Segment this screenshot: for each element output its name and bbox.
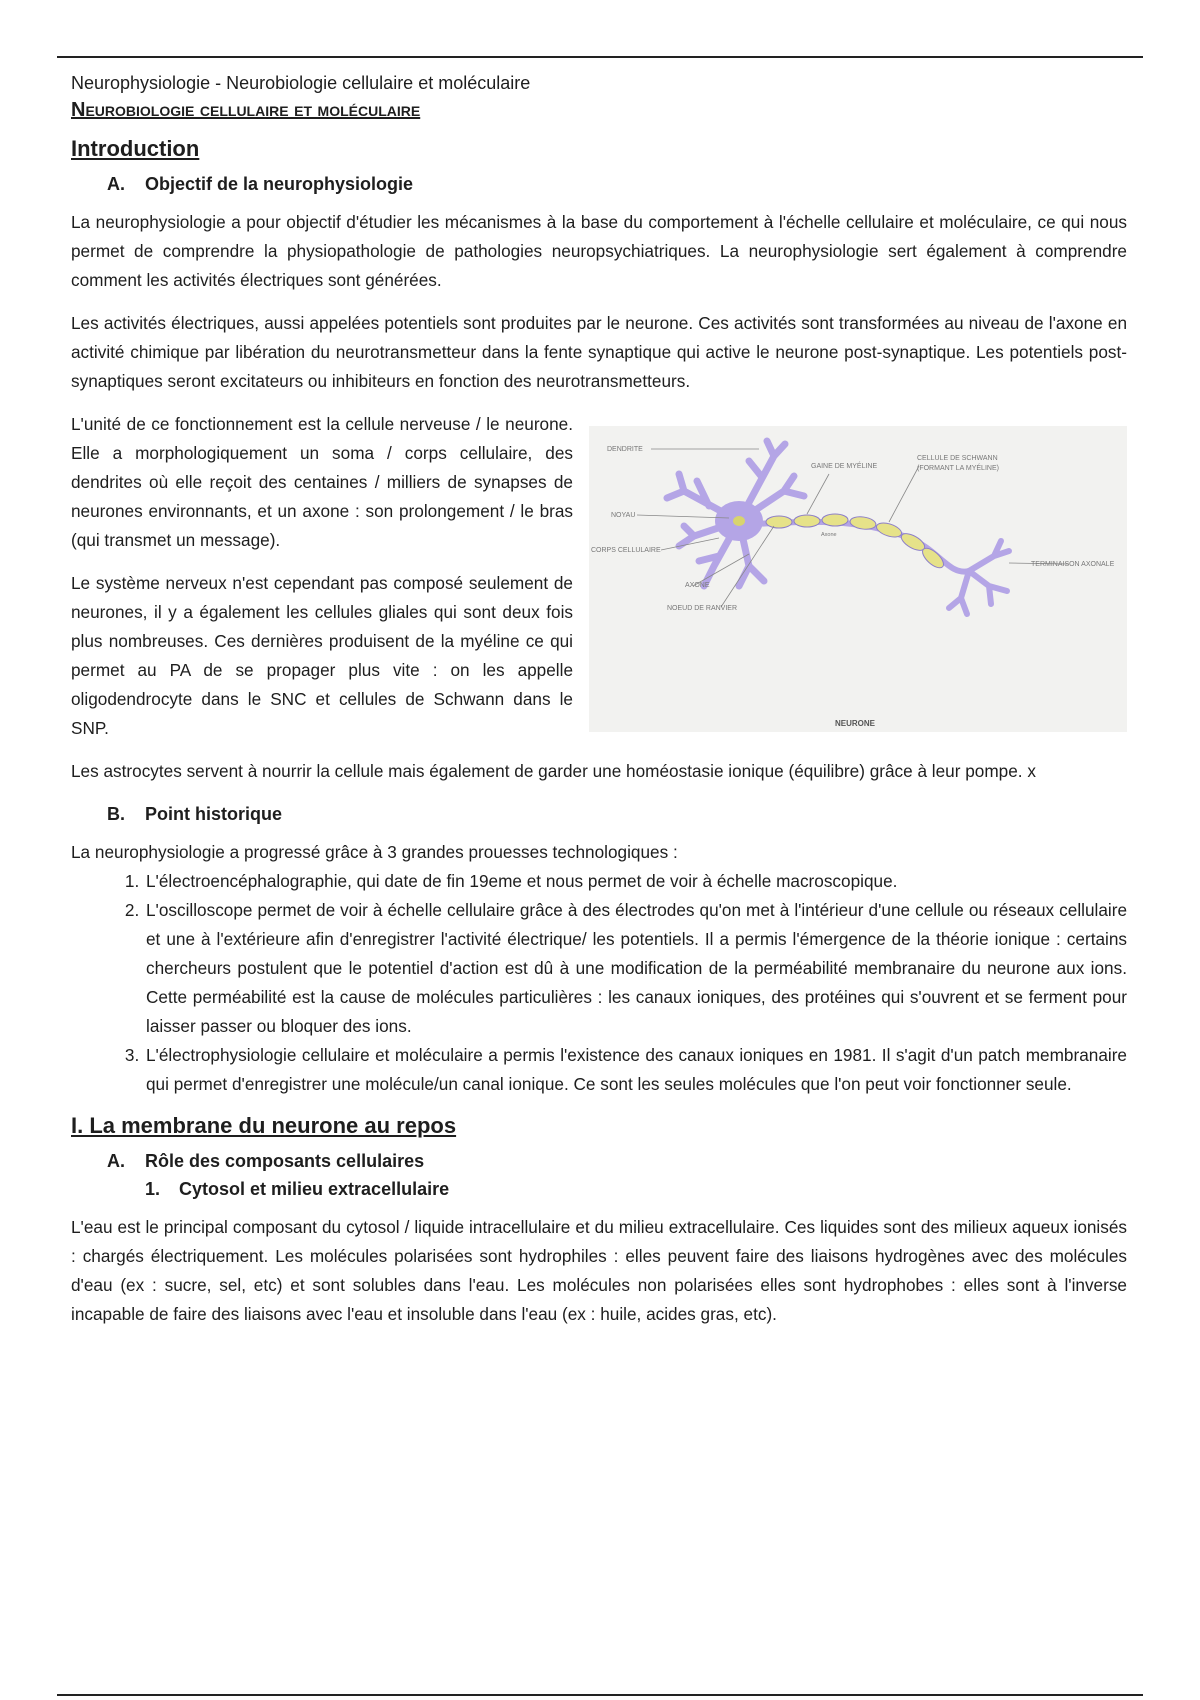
label-noyau: NOYAU (611, 512, 636, 519)
paragraph-objectif: La neurophysiologie a pour objectif d'étudier les mécanismes à la base du comportement à l'échelle cellulaire et moléculaire, ce qui nous permet de comprendre la physiopathologie de pathologies neuropsychiatriques. La neurophysiologie sert également à comprendre comment les activités électriques sont générées. (71, 212, 1127, 290)
label-axone: AXONE (685, 582, 710, 589)
label-terminaison: TERMINAISON AXONALE (1031, 561, 1115, 568)
subheading-label: A. (107, 1151, 125, 1171)
list-item: 1. L'électroencéphalographie, qui date de fin 19eme et nous permet de voir à échelle macroscopique. (144, 867, 1127, 896)
bottom-rule (57, 1694, 1143, 1696)
historique-lead: La neurophysiologie a progressé grâce à 3 grandes prouesses technologiques : (71, 842, 678, 862)
figure-title: NEURONE (835, 719, 876, 728)
label-schwann: CELLULE DE SCHWANN (917, 455, 998, 462)
intro-heading: Introduction (71, 136, 200, 161)
label-dendrite: DENDRITE (607, 446, 643, 453)
label-axone-small: Axone (821, 532, 837, 538)
label-corps-cellulaire: CORPS CELLULAIRE (591, 547, 661, 554)
subheading-label: A. (107, 174, 125, 194)
subheading-text: Cytosol et milieu extracellulaire (179, 1179, 450, 1199)
document-page (71, 70, 1127, 1343)
subheading-label: 1. (145, 1179, 161, 1199)
subheading-text: Point historique (145, 804, 282, 824)
list-item: 2. L'oscilloscope permet de voir à échelle cellulaire grâce à des électrodes qu'on met à l'intérieur d'une cellule ou réseaux cellulaire et une à l'extérieure afin d'enregistrer l'activité électrique/ les potentiels. Il a permis l'émergence de la théorie ionique : certains chercheurs postulent que le potentiel d'action est dû à une modification de la perméabilité membranaire du neurone aux ions. Cette perméabilité est la cause de molécules particulières : les canaux ioniques, des protéines qui s'ouvrent et se ferment pour laisser passer ou bloquer des ions. (144, 896, 1127, 1041)
list-item: 3. L'électrophysiologie cellulaire et moléculaire a permis l'existence des canaux ioniques en 1981. Il s'agit d'un patch membranaire qui permet d'enregistrer une molécule/un canal ionique. Ce sont les seules molécules que l'on peut voir fonctionner seule. (144, 1041, 1127, 1099)
nucleus (733, 516, 745, 526)
paragraph-activites: Les activités électriques, aussi appelées potentiels sont produites par le neurone. Ces activités sont transformées au niveau de l'axone en activité chimique par libération du neurotransmetteur dans la fente synaptique qui active le neurone post-synaptique. Les potentiels post-synaptiques seront excitateurs ou inhibiteurs en fonction des neurotransmetteurs. (71, 313, 1127, 391)
subheading-composants (71, 1147, 1127, 1175)
document-title: Neurobiologie cellulaire et moléculaire (71, 99, 421, 121)
label-gaine-myeline: GAINE DE MYÉLINE (811, 463, 878, 470)
subheading-text: Rôle des composants cellulaires (145, 1151, 425, 1171)
paragraph-systeme-nerveux: Le système nerveux n'est cependant pas composé seulement de neurones, il y a également les cellules gliales qui sont deux fois plus nombreuses. Ces dernières produisent de la myéline ce qui permet au PA de se propager plus vite : on les appelle oligodendrocyte dans le SNC et cellules de Schwann dans le SNP. (71, 573, 573, 738)
label-schwann-note: (FORMANT LA MYÉLINE) (917, 465, 999, 472)
section1-heading: I. La membrane du neurone au repos (71, 1113, 457, 1138)
top-rule (57, 56, 1143, 58)
historique-list (71, 867, 1127, 1099)
neuron-diagram (589, 426, 1127, 732)
paragraph-eau: L'eau est le principal composant du cytosol / liquide intracellulaire et du milieu extracellulaire. Ces liquides sont des milieux aqueux ionisés : chargés électriquement. Les molécules polarisées sont hydrophiles : elles peuvent faire des liaisons hydrogènes avec des molécules d'eau (ex : sucre, sel, etc) et sont solubles dans l'eau. Les molécules non polarisées elles sont hydrophobes : elles sont à l'inverse incapable de faire des liaisons avec l'eau et insoluble dans l'eau (ex : huile, acides gras, etc). (71, 1217, 1127, 1324)
subheading-cytosol (71, 1175, 1127, 1203)
neuron-figure (589, 426, 1127, 732)
paragraph-unite: L'unité de ce fonctionnement est la cellule nerveuse / le neurone. Elle a morphologiquement un soma / corps cellulaire, des dendrites où elle reçoit des centaines / milliers de synapses de neurones environnants, et un axone : son prolongement / le bras (qui transmet un message). (71, 414, 573, 550)
subheading-label: B. (107, 804, 125, 824)
paragraph-astrocytes: Les astrocytes servent à nourrir la cellule mais également de garder une homéostasie ionique (équilibre) grâce à leur pompe. x (71, 761, 1036, 781)
running-header: Neurophysiologie - Neurobiologie cellulaire et moléculaire (71, 73, 531, 93)
subheading-objectif (71, 170, 1127, 198)
subheading-historique (71, 800, 1127, 828)
label-noeud-ranvier: NOEUD DE RANVIER (667, 605, 738, 612)
subheading-text: Objectif de la neurophysiologie (145, 174, 414, 194)
